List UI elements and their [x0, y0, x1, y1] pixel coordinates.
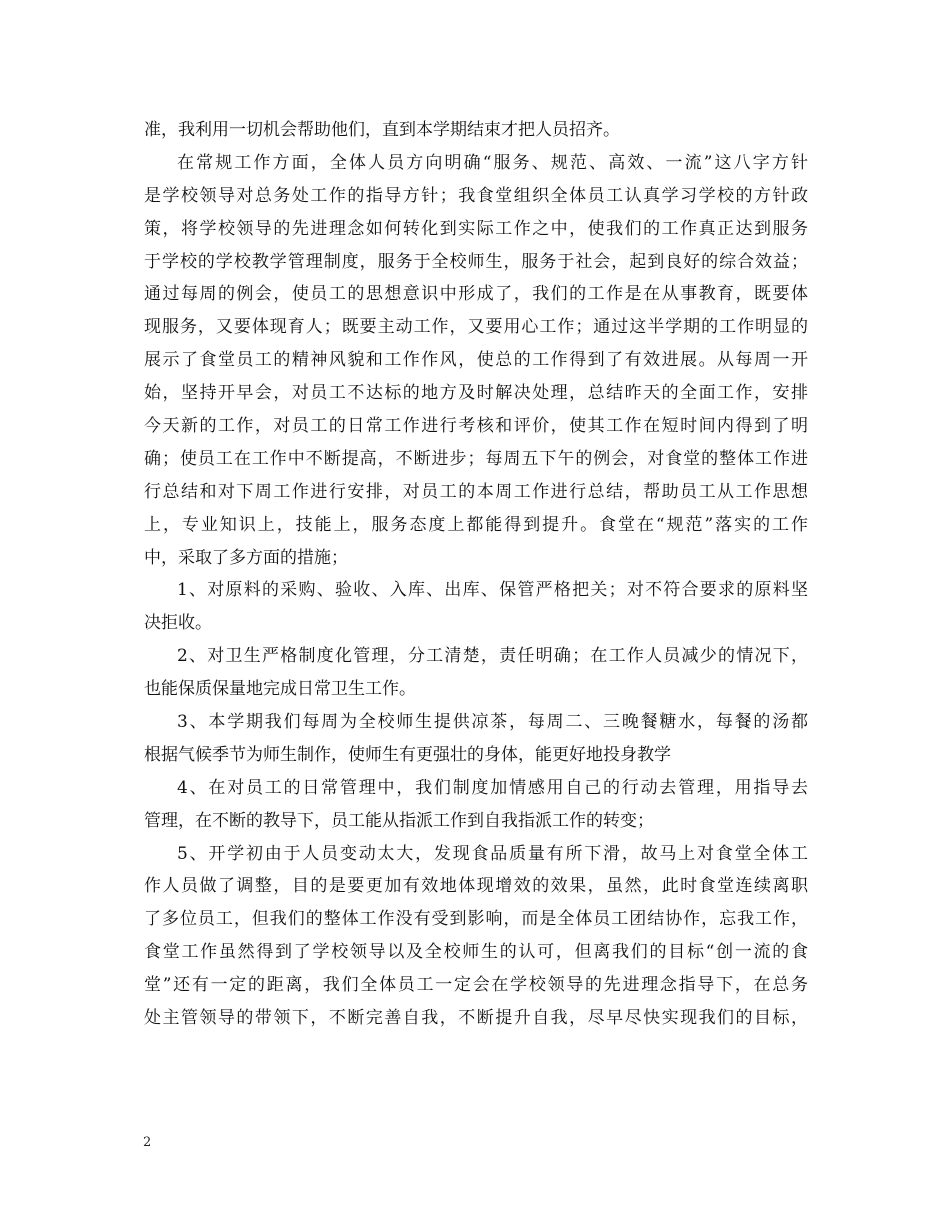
text-line: 5、开学初由于人员变动太大，发现食品质量有所下滑，故马上对食堂全体工: [177, 843, 808, 864]
text-line: 4、在对员工的日常管理中，我们制度加情感用自己的行动去管理，用指导去: [177, 777, 808, 798]
text-line: 作人员做了调整，目的是要更加有效地体现增效的效果，虽然，此时食堂连续离职: [144, 876, 808, 897]
text-line: 上，专业知识上，技能上，服务态度上都能得到提升。食堂在“规范”落实的工作: [144, 514, 808, 535]
text-line: 是学校领导对总务处工作的指导方针；我食堂组织全体员工认真学习学校的方针政: [144, 185, 808, 206]
text-line: 了多位员工，但我们的整体工作没有受到影响，而是全体员工团结协作，忘我工作，: [144, 909, 808, 930]
text-line: 管理，在不断的教导下，员工能从指派工作到自我指派工作的转变；: [144, 810, 654, 831]
text-line: 今天新的工作，对员工的日常工作进行考核和评价，使其工作在短时间内得到了明: [144, 416, 808, 437]
text-line: 1、对原料的采购、验收、入库、出库、保管严格把关；对不符合要求的原料坚: [177, 580, 808, 601]
text-line: 展示了食堂员工的精神风貌和工作作风，使总的工作得到了有效进展。从每周一开: [144, 350, 808, 371]
text-line: 也能保质保量地完成日常卫生工作。: [144, 679, 416, 700]
text-line: 现服务，又要体现育人；既要主动工作，又要用心工作；通过这半学期的工作明显的: [144, 317, 808, 338]
text-line: 食堂工作虽然得到了学校领导以及全校师生的认可，但离我们的目标“创一流的食: [144, 942, 808, 963]
text-line: 中，采取了多方面的措施；: [144, 547, 348, 568]
text-line: 处主管领导的带领下，不断完善自我，不断提升自我，尽早尽快实现我们的目标，: [144, 1008, 808, 1029]
text-line: 策，将学校领导的先进理念如何转化到实际工作之中，使我们的工作真正达到服务: [144, 218, 808, 239]
text-line: 决拒收。: [144, 613, 212, 634]
text-line: 堂”还有一定的距离，我们全体员工一定会在学校领导的先进理念指导下，在总务: [144, 975, 808, 996]
text-line: 确；使员工在工作中不断提高，不断进步；每周五下午的例会，对食堂的整体工作进: [144, 448, 808, 469]
text-line: 准，我利用一切机会帮助他们，直到本学期结束才把人员招齐。: [144, 120, 620, 140]
document-body: [144, 114, 808, 1035]
text-line: 于学校的学校教学管理制度，服务于全校师生，服务于社会，起到良好的综合效益；: [144, 251, 808, 272]
text-line: 2、对卫生严格制度化管理，分工清楚，责任明确；在工作人员减少的情况下，: [177, 646, 808, 667]
text-line: 在常规工作方面，全体人员方向明确“服务、规范、高效、一流”这八字方针: [177, 152, 808, 173]
text-line: 始，坚持开早会，对员工不达标的地方及时解决处理，总结昨天的全面工作，安排: [144, 383, 808, 404]
page-number: 2: [143, 1135, 152, 1150]
text-line: 行总结和对下周工作进行安排，对员工的本周工作进行总结，帮助员工从工作思想: [144, 481, 808, 502]
text-line: 3、本学期我们每周为全校师生提供凉茶，每周二、三晚餐糖水，每餐的汤都: [177, 712, 808, 733]
text-line: 通过每周的例会，使员工的思想意识中形成了，我们的工作是在从事教育，既要体: [144, 284, 808, 305]
text-line: 根据气候季节为师生制作，使师生有更强壮的身体，能更好地投身教学: [144, 744, 671, 765]
